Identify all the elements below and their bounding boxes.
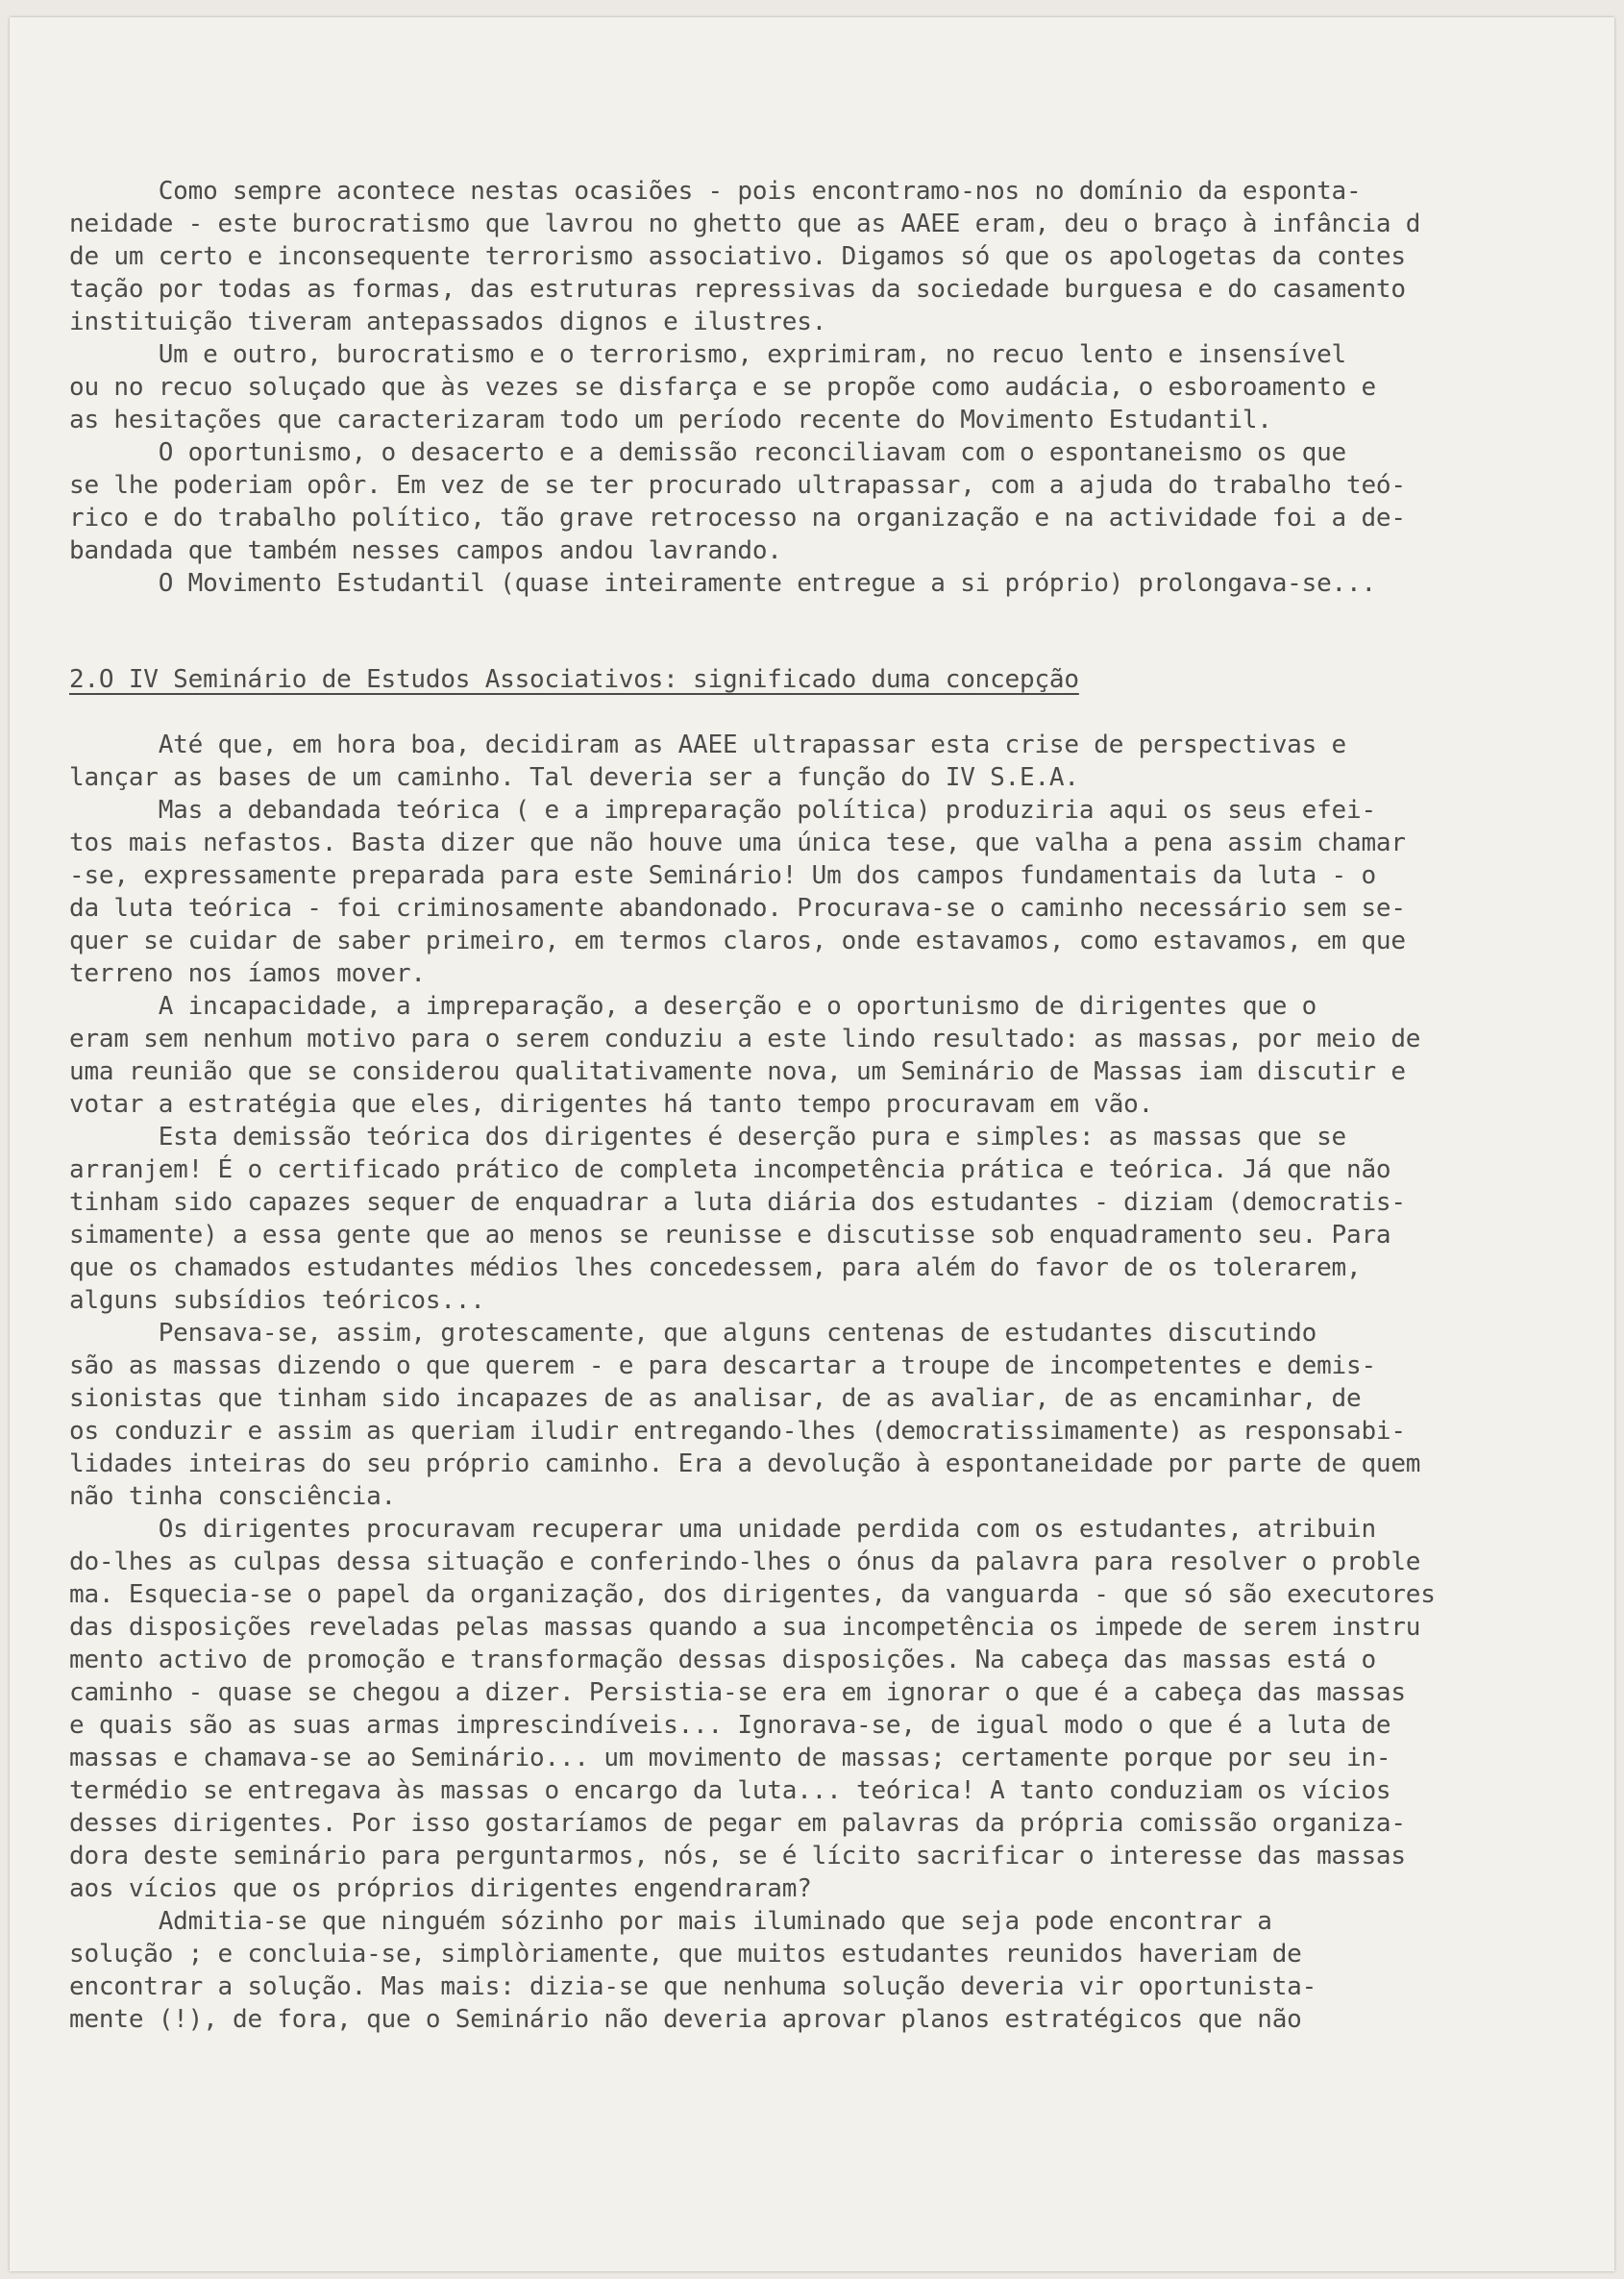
text-line: solução ; e concluia-se, simplòriamente, que muitos estudantes reunidos haveriam de [69,1940,1302,1969]
page-body [69,175,1539,2036]
text-line: uma reunião que se considerou qualitativamente nova, um Seminário de Massas iam discutir e [69,1057,1406,1086]
text-line: Admitia-se que ninguém sózinho por mais iluminado que seja pode encontrar a [69,1907,1272,1936]
text-line: caminho - quase se chegou a dizer. Persistia-se era em ignorar o que é a cabeça das massas [69,1678,1406,1707]
text-line: O oportunismo, o desacerto e a demissão reconciliavam com o espontaneismo os que [69,438,1346,467]
text-line: da luta teórica - foi criminosamente abandonado. Procurava-se o caminho necessário sem se- [69,894,1406,923]
spacer [69,632,1539,663]
text-line: de um certo e inconsequente terrorismo associativo. Digamos só que os apologetas da contes [69,242,1406,271]
text-line: tos mais nefastos. Basta dizer que não houve uma única tese, que valha a pena assim chamar [69,829,1406,857]
text-line: instituição tiveram antepassados dignos e ilustres. [69,308,827,336]
text-line: simamente) a essa gente que ao menos se reunisse e discutisse sob enquadramento seu. Para [69,1221,1391,1250]
paragraph-block-1 [69,175,1539,600]
text-line: desses dirigentes. Por isso gostaríamos de pegar em palavras da própria comissão organiza- [69,1809,1406,1838]
text-line: bandada que também nesses campos andou lavrando. [69,536,782,565]
text-line: ma. Esquecia-se o papel da organização, dos dirigentes, da vanguarda - que só são executores [69,1580,1436,1609]
text-line: os conduzir e assim as queriam iludir entregando-lhes (democratissimamente) as responsabi- [69,1417,1406,1446]
text-line: e quais são as suas armas imprescindíveis... Ignorava-se, de igual modo o que é a luta de [69,1711,1391,1740]
text-line: massas e chamava-se ao Seminário... um movimento de massas; certamente porque por seu in- [69,1744,1391,1772]
text-line: tação por todas as formas, das estruturas repressivas da sociedade burguesa e do casamento [69,275,1406,304]
text-line: Mas a debandada teórica ( e a impreparação política) produziria aqui os seus efei- [69,796,1376,825]
text-line: lançar as bases de um caminho. Tal deveria ser a função do IV S.E.A. [69,763,1079,792]
text-line: Como sempre acontece nestas ocasiões - pois encontramo-nos no domínio da esponta- [69,177,1362,206]
text-line: eram sem nenhum motivo para o serem conduziu a este lindo resultado: as massas, por meio de [69,1025,1421,1053]
text-line: Um e outro, burocratismo e o terrorismo, exprimiram, no recuo lento e insensível [69,340,1346,369]
text-line: não tinha consciência. [69,1482,396,1511]
text-line: lidades inteiras do seu próprio caminho. Era a devolução à espontaneidade por parte de quem [69,1449,1421,1478]
text-line: quer se cuidar de saber primeiro, em termos claros, onde estavamos, como estavamos, em que [69,927,1406,955]
text-line: Pensava-se, assim, grotescamente, que alguns centenas de estudantes discutindo [69,1319,1317,1348]
spacer [69,600,1539,632]
text-line: se lhe poderiam opôr. Em vez de se ter procurado ultrapassar, com a ajuda do trabalho teó- [69,471,1406,500]
text-line: mento activo de promoção e transformação dessas disposições. Na cabeça das massas está o [69,1646,1376,1674]
paragraph-block-2 [69,729,1539,2036]
text-line: rico e do trabalho político, tão grave retrocesso na organização e na actividade foi a de- [69,504,1406,533]
text-line: Esta demissão teórica dos dirigentes é deserção pura e simples: as massas que se [69,1123,1346,1152]
text-line: tinham sido capazes sequer de enquadrar a luta diária dos estudantes - diziam (democratis- [69,1188,1406,1217]
text-line: Até que, em hora boa, decidiram as AAEE ultrapassar esta crise de perspectivas e [69,731,1346,759]
text-line: do-lhes as culpas dessa situação e conferindo-lhes o ónus da palavra para resolver o proble [69,1548,1421,1576]
text-line: arranjem! É o certificado prático de completa incompetência prática e teórica. Já que não [69,1155,1391,1184]
text-line: A incapacidade, a impreparação, a deserção e o oportunismo de dirigentes que o [69,992,1317,1021]
text-line: as hesitações que caracterizaram todo um período recente do Movimento Estudantil. [69,406,1272,434]
text-line: -se, expressamente preparada para este Seminário! Um dos campos fundamentais da luta - o [69,861,1376,890]
text-line: mente (!), de fora, que o Seminário não deveria aprovar planos estratégicos que não [69,2005,1302,2034]
text-line: ou no recuo soluçado que às vezes se disfarça e se propõe como audácia, o esboroamento e [69,373,1376,402]
text-line: O Movimento Estudantil (quase inteiramente entregue a si próprio) prolongava-se... [69,569,1376,598]
spacer [69,696,1539,729]
text-line: encontrar a solução. Mas mais: dizia-se que nenhuma solução deveria vir oportunista- [69,1972,1317,2001]
text-line: são as massas dizendo o que querem - e para descartar a troupe de incompetentes e demis- [69,1351,1376,1380]
document-page [10,17,1614,2271]
text-line: Os dirigentes procuravam recuperar uma unidade perdida com os estudantes, atribuin [69,1515,1376,1544]
text-line: termédio se entregava às massas o encargo da luta... teórica! A tanto conduziam os vícios [69,1776,1391,1805]
text-line: neidade - este burocratismo que lavrou no ghetto que as AAEE eram, deu o braço à infância d [69,210,1421,238]
text-line: das disposições reveladas pelas massas quando a sua incompetência os impede de serem instru [69,1613,1421,1642]
text-line: que os chamados estudantes médios lhes concedessem, para além do favor de os tolerarem, [69,1253,1362,1282]
text-line: sionistas que tinham sido incapazes de as analisar, de as avaliar, de as encaminhar, de [69,1384,1362,1413]
text-line: alguns subsídios teóricos... [69,1286,485,1315]
text-line: aos vícios que os próprios dirigentes engendraram? [69,1874,812,1903]
text-line: terreno nos íamos mover. [69,959,426,988]
section-heading: 2.O IV Seminário de Estudos Associativos: significado duma concepção [69,665,1079,694]
text-line: dora deste seminário para perguntarmos, nós, se é lícito sacrificar o interesse das massas [69,1842,1406,1870]
text-line: votar a estratégia que eles, dirigentes há tanto tempo procuravam em vão. [69,1090,1154,1119]
